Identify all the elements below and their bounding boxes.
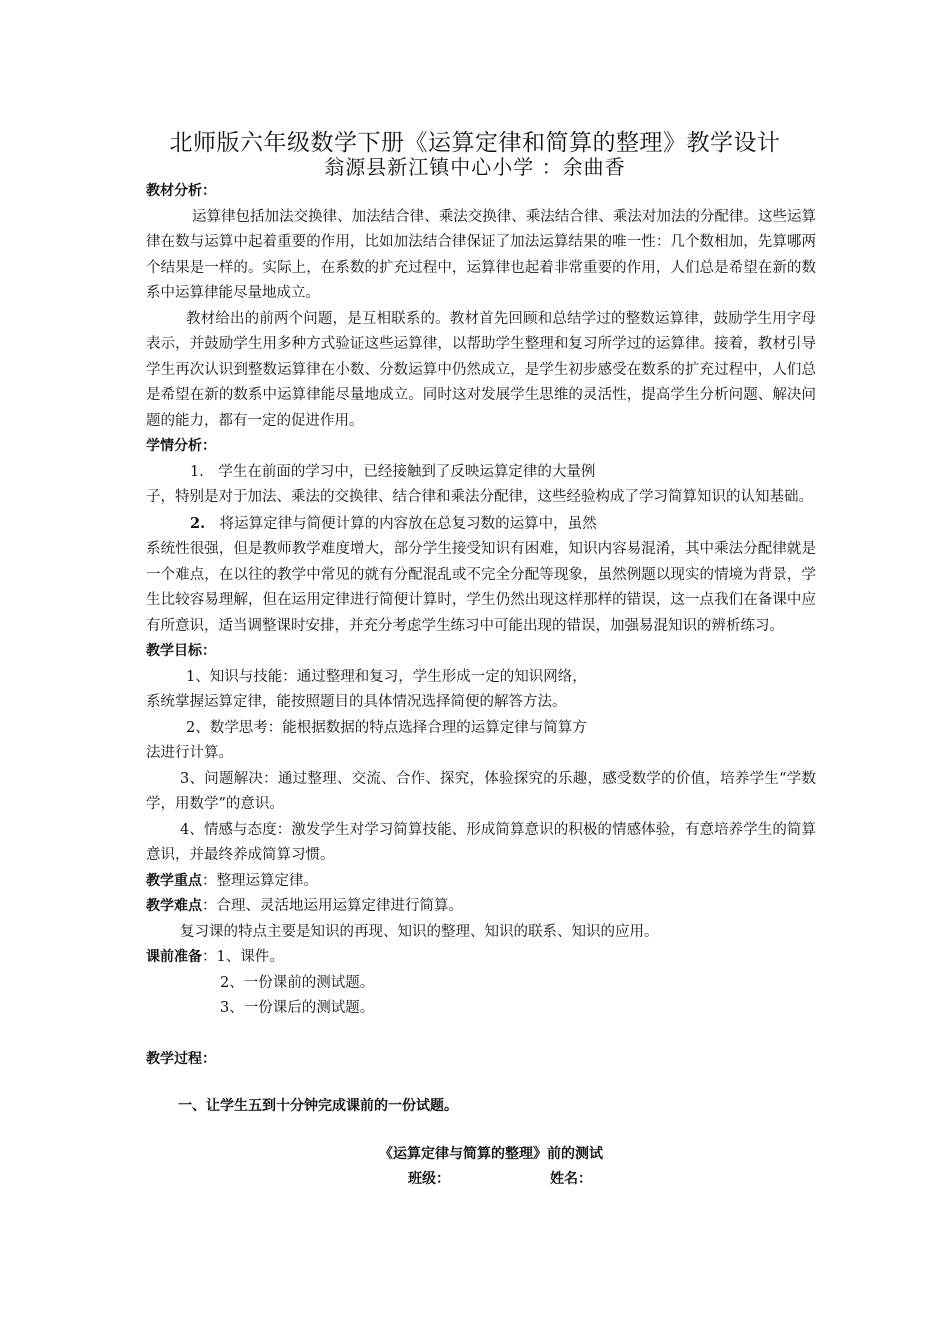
goal-1-rest: 系统掌握运算定律，能按照题目的具体情况选择简便的解答方法。 [146, 694, 567, 710]
difficulty-label: 教学难点 [146, 898, 202, 914]
key-point-label: 教学重点 [146, 872, 202, 889]
process-step-1: 一、让学生五到十分钟完成课前的一份试题。 [178, 1098, 458, 1114]
prep-item-3: 3、一份课后的测试题。 [220, 1000, 375, 1016]
document-subtitle: 翁源县新江镇中心小学 ：余曲香 [324, 155, 626, 179]
prep-line-1 [146, 945, 816, 971]
document-body [146, 179, 816, 1193]
prep-item-2: 2、一份课前的测试题。 [220, 974, 375, 991]
spacer [146, 1022, 816, 1047]
section-heading-students: 学情分析： [146, 438, 216, 454]
prep-first: ：1、课件。 [202, 949, 284, 965]
goal-1-first: 1、知识与技能：通过整理和复习，学生形成一定的知识网络， [186, 668, 587, 685]
goal-2-first: 2、数学思考：能根据数据的特点选择合理的运算定律与简算方 [186, 719, 587, 736]
students-item2-first [146, 511, 816, 538]
difficulty-text: ：合理、灵活地运用运算定律进行简算。 [202, 898, 463, 914]
section-heading-material: 教材分析： [146, 183, 216, 199]
section-heading-goals: 教学目标： [146, 643, 216, 659]
spacer [146, 1072, 816, 1094]
difficulty-point [146, 894, 816, 920]
test-title: 《运算定律与简算的整理》前的测试 [379, 1145, 603, 1162]
goal-3: 3、问题解决：通过整理、交流、合作、探究，体验探究的乐趣，感受数学的价值，培养学生“学数学，用数学”的意识。 [146, 770, 816, 812]
class-label: 班级： [408, 1171, 450, 1187]
students-item2-number: 2. [190, 514, 206, 532]
paragraph-material-2: 教材给出的前两个问题，是互相联系的。教材首先回顾和总结学过的整数运算律，鼓励学生用字母表示，并鼓励学生用多种方式验证这些运算律，以帮助学生整理和复习所学过的运算律。接着，教材引导学生再次认识到整数运算律在小数、分数运算中仍然成立，是学生初步感受在数系的扩充过程中，人们总是希望在新的数系中运算律能尽量地成立。同时这对发展学生思维的灵活性，提高学生分析问题、解决问题的能力，都有一定的促进作用。 [146, 310, 816, 429]
students-item1-rest: 子，特别是对于加法、乘法的交换律、结合律和乘法分配律，这些经验构成了学习简算知识的认知基础。 [146, 489, 813, 505]
goal-2-rest: 法进行计算。 [146, 745, 233, 761]
key-point-text: ：整理运算定律。 [202, 872, 318, 889]
prep-label: 课前准备 [146, 949, 202, 965]
section-heading-process: 教学过程： [146, 1050, 216, 1067]
spacer [146, 1120, 816, 1142]
students-item2-rest: 系统性很强，但是教师教学难度增大，部分学生接受知识有困难，知识内容易混淆，其中乘法分配律就是一个难点，在以往的教学中常见的就有分配混乱或不完全分配等现象，虽然例题以现实的情境为背景，学生比较容易理解，但在运用定律进行简便计算时，学生仍然出现这样那样的错误，这一点我们在备课中应有所意识，适当调整课时安排，并充分考虑学生练习中可能出现的错误，加强易混知识的辨析练习。 [146, 541, 816, 634]
document-title: 北师版六年级数学下册《运算定律和简算的整理》教学设计 [169, 130, 781, 156]
test-fields [146, 1167, 816, 1193]
name-label: 姓名： [550, 1171, 592, 1187]
key-point [146, 869, 816, 895]
students-item1-first: 1. 学生在前面的学习中，已经接触到了反映运算定律的大量例 [190, 463, 596, 480]
review-note: 复习课的特点主要是知识的再现、知识的整理、知识的联系、知识的应用。 [180, 923, 659, 940]
paragraph-material-1: 运算律包括加法交换律、加法结合律、乘法交换律、乘法结合律、乘法对加法的分配律。这些运算律在数与运算中起着重要的作用，比如加法结合律保证了加法运算结果的唯一性：几个数相加，先算哪两个结果是一样的。实际上，在系数的扩充过程中，运算律也起着非常重要的作用，人们总是希望在新的数系中运算律能尽量地成立。 [146, 208, 816, 301]
goal-4: 4、情感与态度：激发学生对学习简算技能、形成简算意识的积极的情感体验，有意培养学生的简算意识，并最终养成简算习惯。 [146, 821, 816, 863]
students-item2-text: 将运算定律与简便计算的内容放在总复习数的运算中，虽然 [205, 515, 597, 532]
